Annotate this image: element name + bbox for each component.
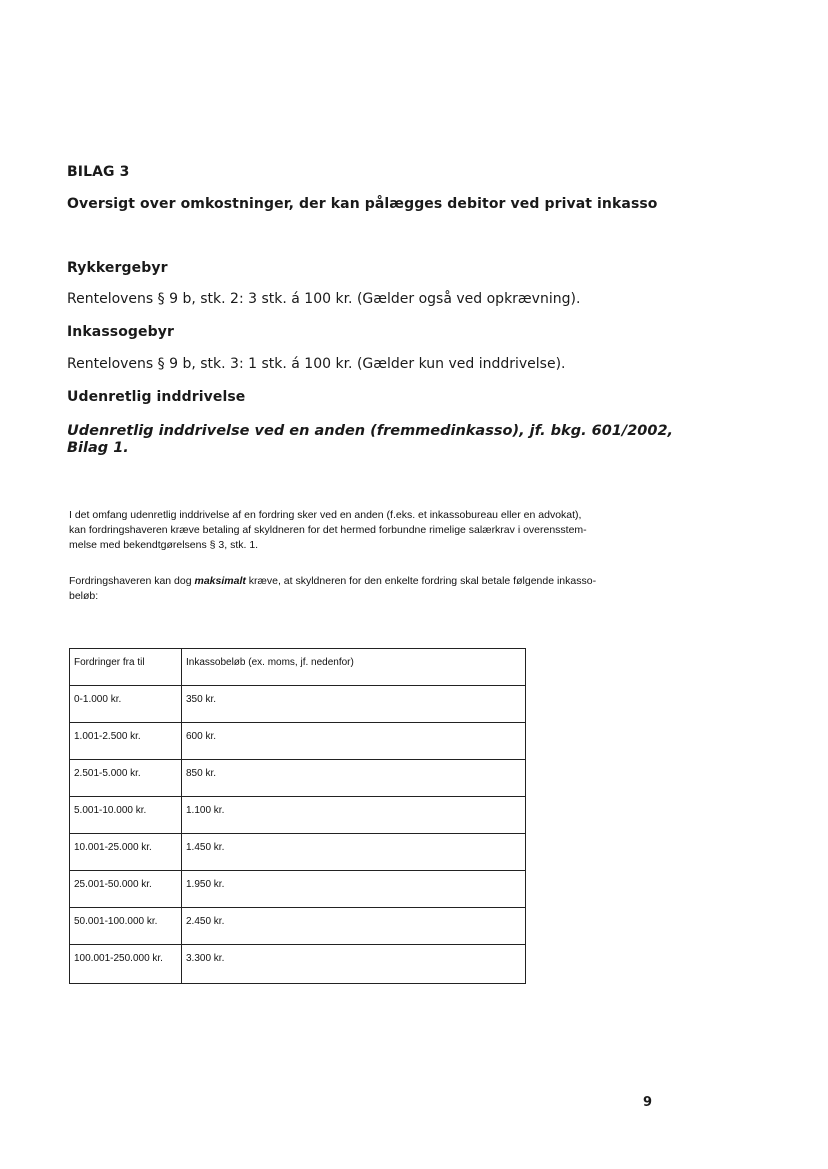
paragraph-line (69, 574, 596, 589)
table-header-row (70, 649, 526, 686)
text-run: Fordringshaveren kan dog (69, 575, 195, 587)
table-row (70, 908, 526, 945)
subheading-line-1: Udenretlig inddrivelse ved en anden (fremmedinkasso), jf. bkg. 601/2002, (67, 423, 674, 439)
table-row (70, 871, 526, 908)
section-heading-rykkergebyr: Rykkergebyr (67, 260, 168, 276)
fee-amount-cell: 1.950 kr. (182, 871, 526, 908)
table-row (70, 797, 526, 834)
claim-range-cell: 1.001-2.500 kr. (70, 723, 182, 760)
table-row (70, 760, 526, 797)
section-text-inkassogebyr: Rentelovens § 9 b, stk. 3: 1 stk. á 100 kr. (Gælder kun ved inddrivelse). (67, 356, 566, 372)
fee-amount-cell: 3.300 kr. (182, 945, 526, 984)
claim-range-cell: 5.001-10.000 kr. (70, 797, 182, 834)
page-number: 9 (643, 1095, 653, 1110)
fee-table (69, 648, 526, 984)
fee-amount-cell: 1.100 kr. (182, 797, 526, 834)
appendix-label: BILAG 3 (67, 164, 130, 180)
section-heading-inkassogebyr: Inkassogebyr (67, 324, 174, 340)
paragraph-line: beløb: (69, 590, 99, 602)
emphasis-text: maksimalt (194, 575, 246, 587)
section-heading-udenretlig: Udenretlig inddrivelse (67, 389, 246, 405)
column-header: Inkassobeløb (ex. moms, jf. nedenfor) (182, 649, 526, 686)
paragraph-line: kan fordringshaveren kræve betaling af skyldneren for det hermed forbundne rimelige salærkrav i overensstem- (69, 524, 587, 536)
paragraph-line: melse med bekendtgørelsens § 3, stk. 1. (69, 539, 259, 551)
table-row (70, 686, 526, 723)
fee-amount-cell: 350 kr. (182, 686, 526, 723)
fee-amount-cell: 850 kr. (182, 760, 526, 797)
table-row (70, 945, 526, 984)
claim-range-cell: 100.001-250.000 kr. (70, 945, 182, 984)
claim-range-cell: 25.001-50.000 kr. (70, 871, 182, 908)
section-text-rykkergebyr: Rentelovens § 9 b, stk. 2: 3 stk. á 100 kr. (Gælder også ved opkrævning). (67, 291, 581, 307)
claim-range-cell: 50.001-100.000 kr. (70, 908, 182, 945)
text-run: kræve, at skyldneren for den enkelte fordring skal betale følgende inkasso- (245, 575, 597, 587)
subheading-line-2: Bilag 1. (67, 440, 129, 456)
claim-range-cell: 10.001-25.000 kr. (70, 834, 182, 871)
column-header: Fordringer fra til (70, 649, 182, 686)
paragraph-line: I det omfang udenretlig inddrivelse af en fordring sker ved en anden (f.eks. et inkassobureau eller en advokat), (69, 509, 582, 521)
claim-range-cell: 0-1.000 kr. (70, 686, 182, 723)
paragraph-fee-basis (69, 508, 587, 553)
table-row (70, 723, 526, 760)
fee-amount-cell: 2.450 kr. (182, 908, 526, 945)
table-row (70, 834, 526, 871)
fee-amount-cell: 1.450 kr. (182, 834, 526, 871)
section-subheading-udenretlig (67, 423, 673, 457)
fee-amount-cell: 600 kr. (182, 723, 526, 760)
paragraph-maximum (69, 574, 596, 604)
page-title: Oversigt over omkostninger, der kan pålægges debitor ved privat inkasso (67, 196, 658, 212)
claim-range-cell: 2.501-5.000 kr. (70, 760, 182, 797)
